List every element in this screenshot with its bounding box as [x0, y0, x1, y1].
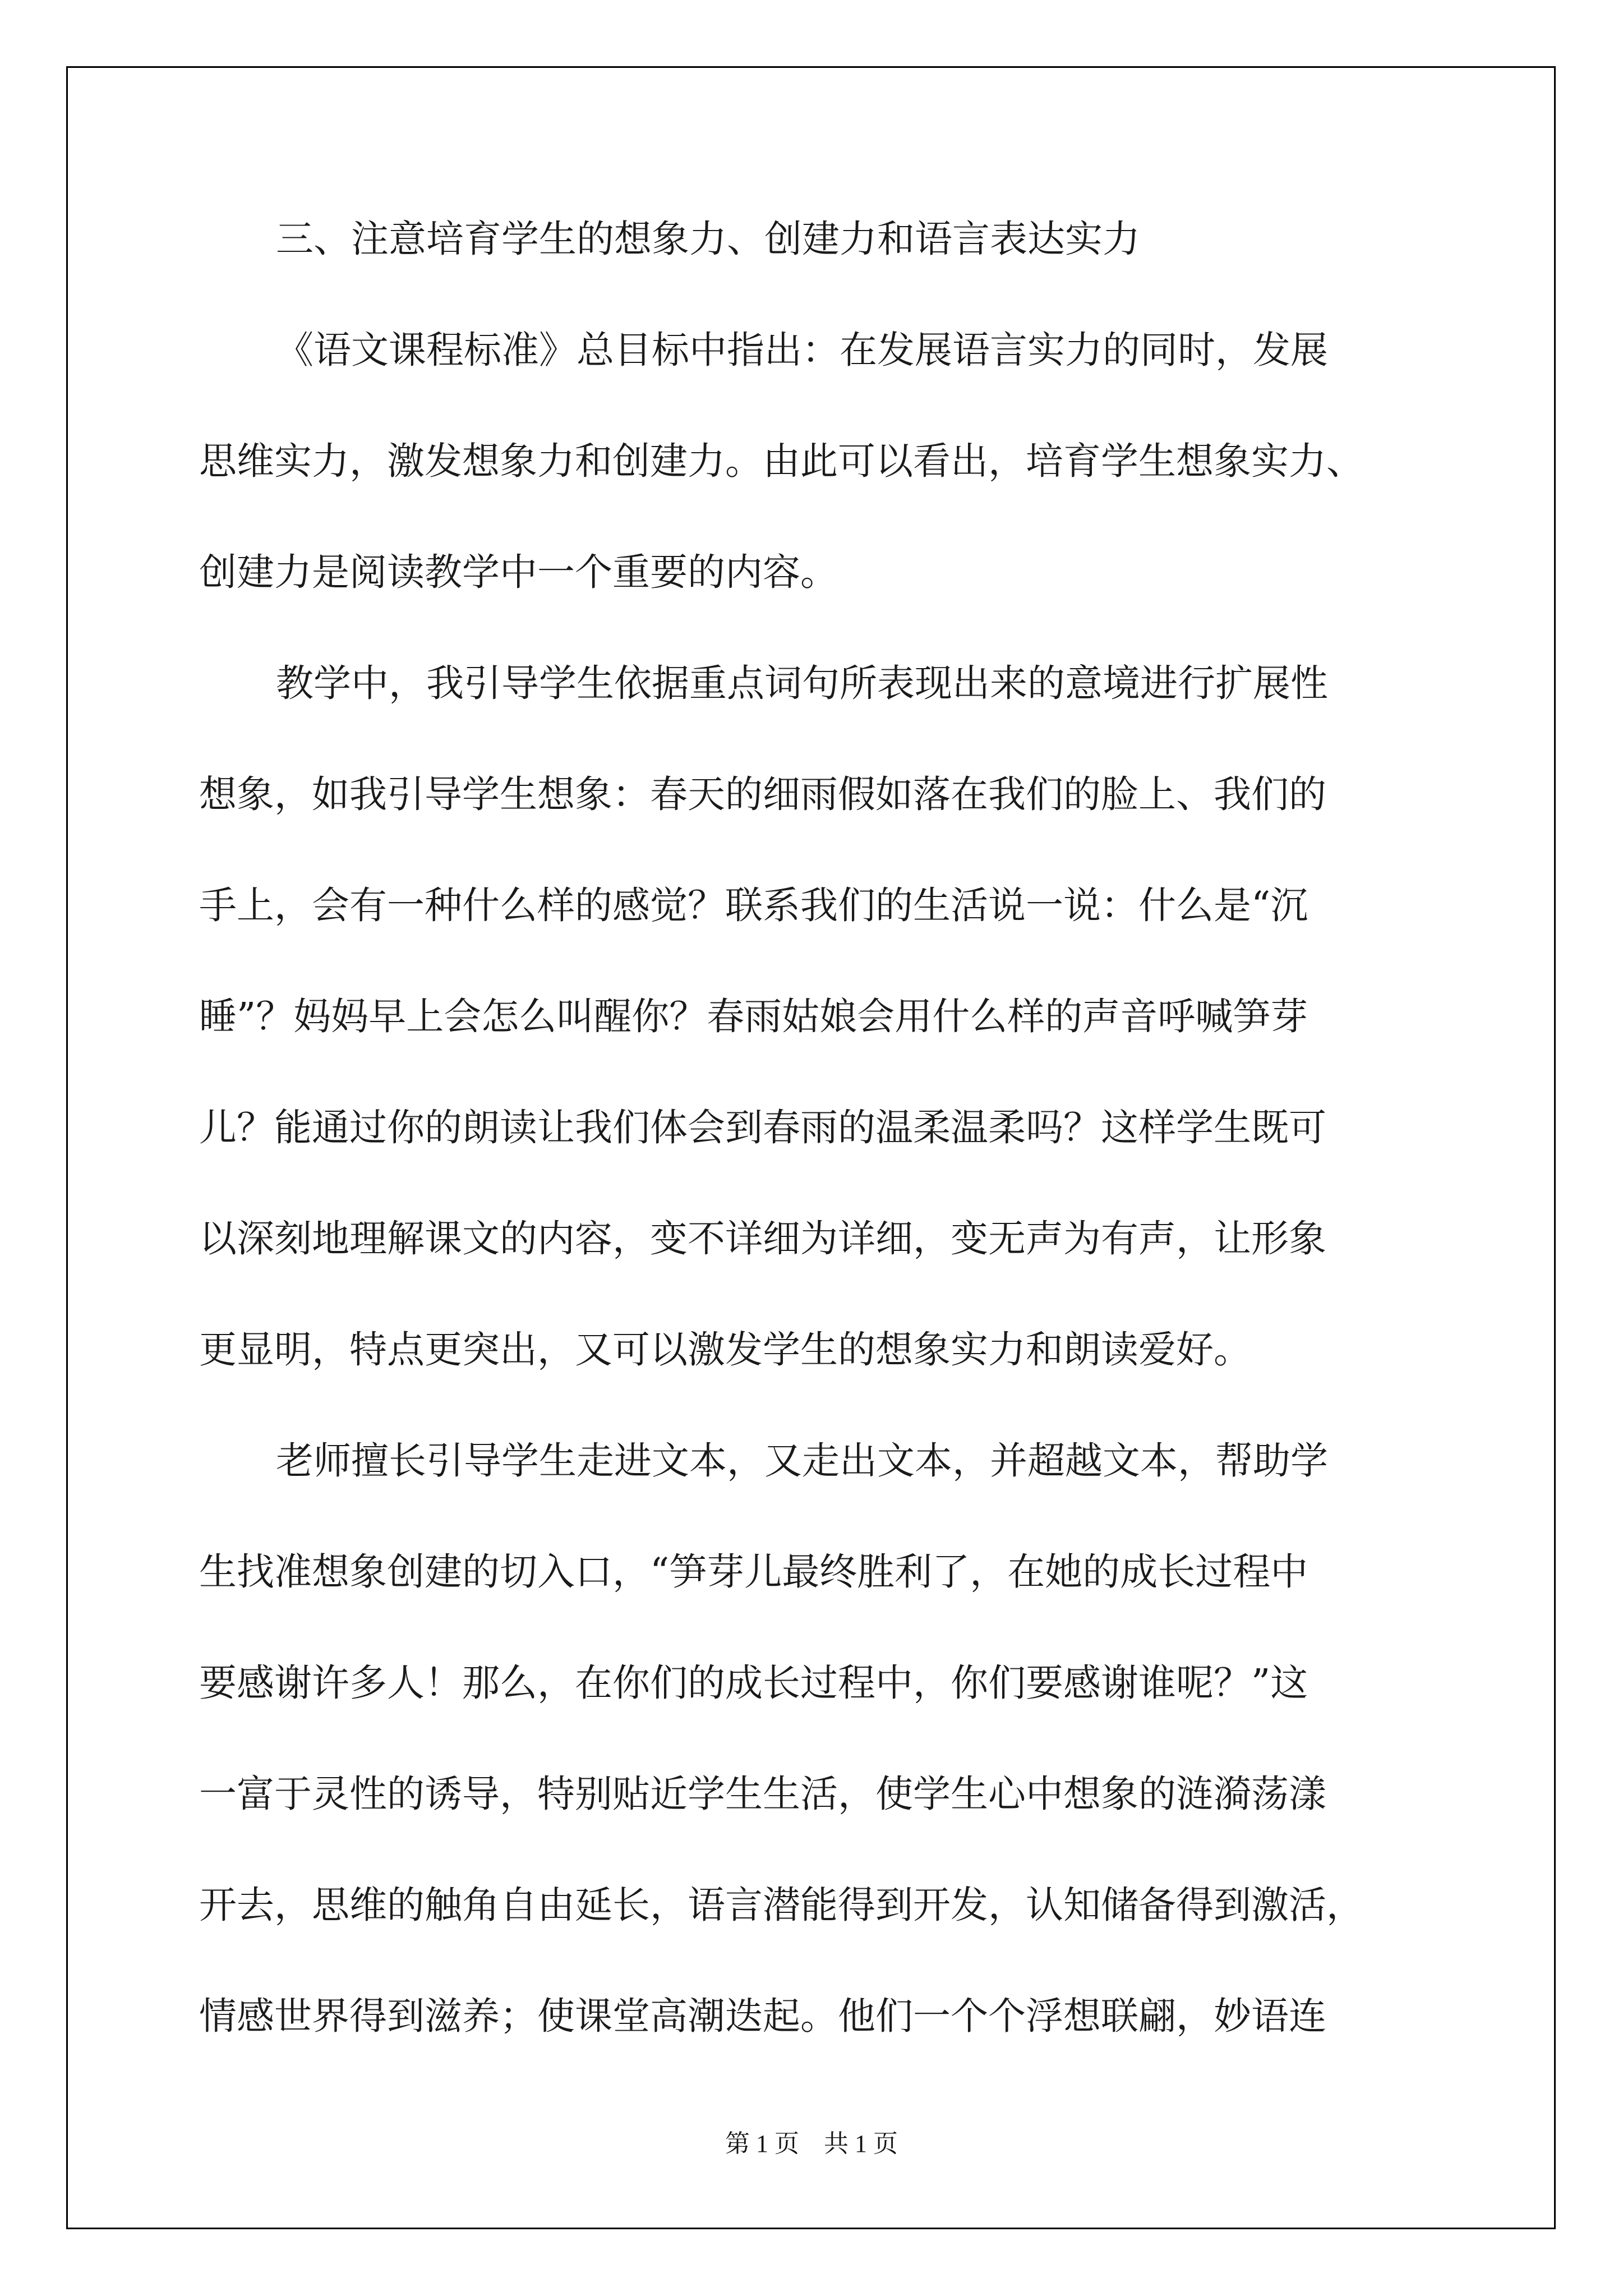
- text-line: 情感世界得到滋养；使课堂高潮迭起。他们一个个浮想联翩，妙语连: [199, 1994, 1326, 2038]
- footer-spacer: [799, 2130, 824, 2157]
- text-line: 睡”？妈妈早上会怎么叫醒你？春雨姑娘会用什么样的声音呼喊笋芽: [199, 995, 1308, 1038]
- text-line: 想象，如我引导学生想象：春天的细雨假如落在我们的脸上、我们的: [199, 772, 1326, 816]
- text-line: 创建力是阅读教学中一个重要的内容。: [199, 550, 838, 594]
- text-line: 一富于灵性的诱导，特别贴近学生生活，使学生心中想象的涟漪荡漾: [199, 1772, 1326, 1816]
- text-line: 思维实力，激发想象力和创建力。由此可以看出，培育学生想象实力、: [199, 439, 1364, 483]
- text-line: 手上，会有一种什么样的感觉？联系我们的生活说一说：什么是“沉: [199, 884, 1308, 927]
- text-line: 更显明，特点更突出，又可以激发学生的想象实力和朗读爱好。: [199, 1328, 1251, 1372]
- text-line: 老师擅长引导学生走进文本，又走出文本，并超越文本，帮助学: [276, 1439, 1328, 1483]
- text-line: 儿？能通过你的朗读让我们体会到春雨的温柔温柔吗？这样学生既可: [199, 1106, 1326, 1149]
- text-line: 要感谢许多人！那么，在你们的成长过程中，你们要感谢谁呢？”这: [199, 1661, 1308, 1705]
- text-line: 生找准想象创建的切入口，“笋芽儿最终胜利了，在她的成长过程中: [199, 1550, 1308, 1594]
- text-line: 《语文课程标准》总目标中指出：在发展语言实力的同时，发展: [276, 328, 1328, 372]
- text-line: 以深刻地理解课文的内容，变不详细为详细，变无声为有声，让形象: [199, 1217, 1326, 1260]
- paragraph-heading: 三、注意培育学生的想象力、创建力和语言表达实力: [276, 217, 1140, 261]
- page-footer: [0, 2123, 1623, 2159]
- text-line: 开去，思维的触角自由延长，语言潜能得到开发，认知储备得到激活，: [199, 1883, 1364, 1927]
- page-number: 第 1 页: [725, 2130, 799, 2157]
- total-pages: 共 1 页: [824, 2130, 898, 2157]
- document-body: [199, 213, 1427, 2101]
- text-line: 教学中，我引导学生依据重点词句所表现出来的意境进行扩展性: [276, 661, 1328, 705]
